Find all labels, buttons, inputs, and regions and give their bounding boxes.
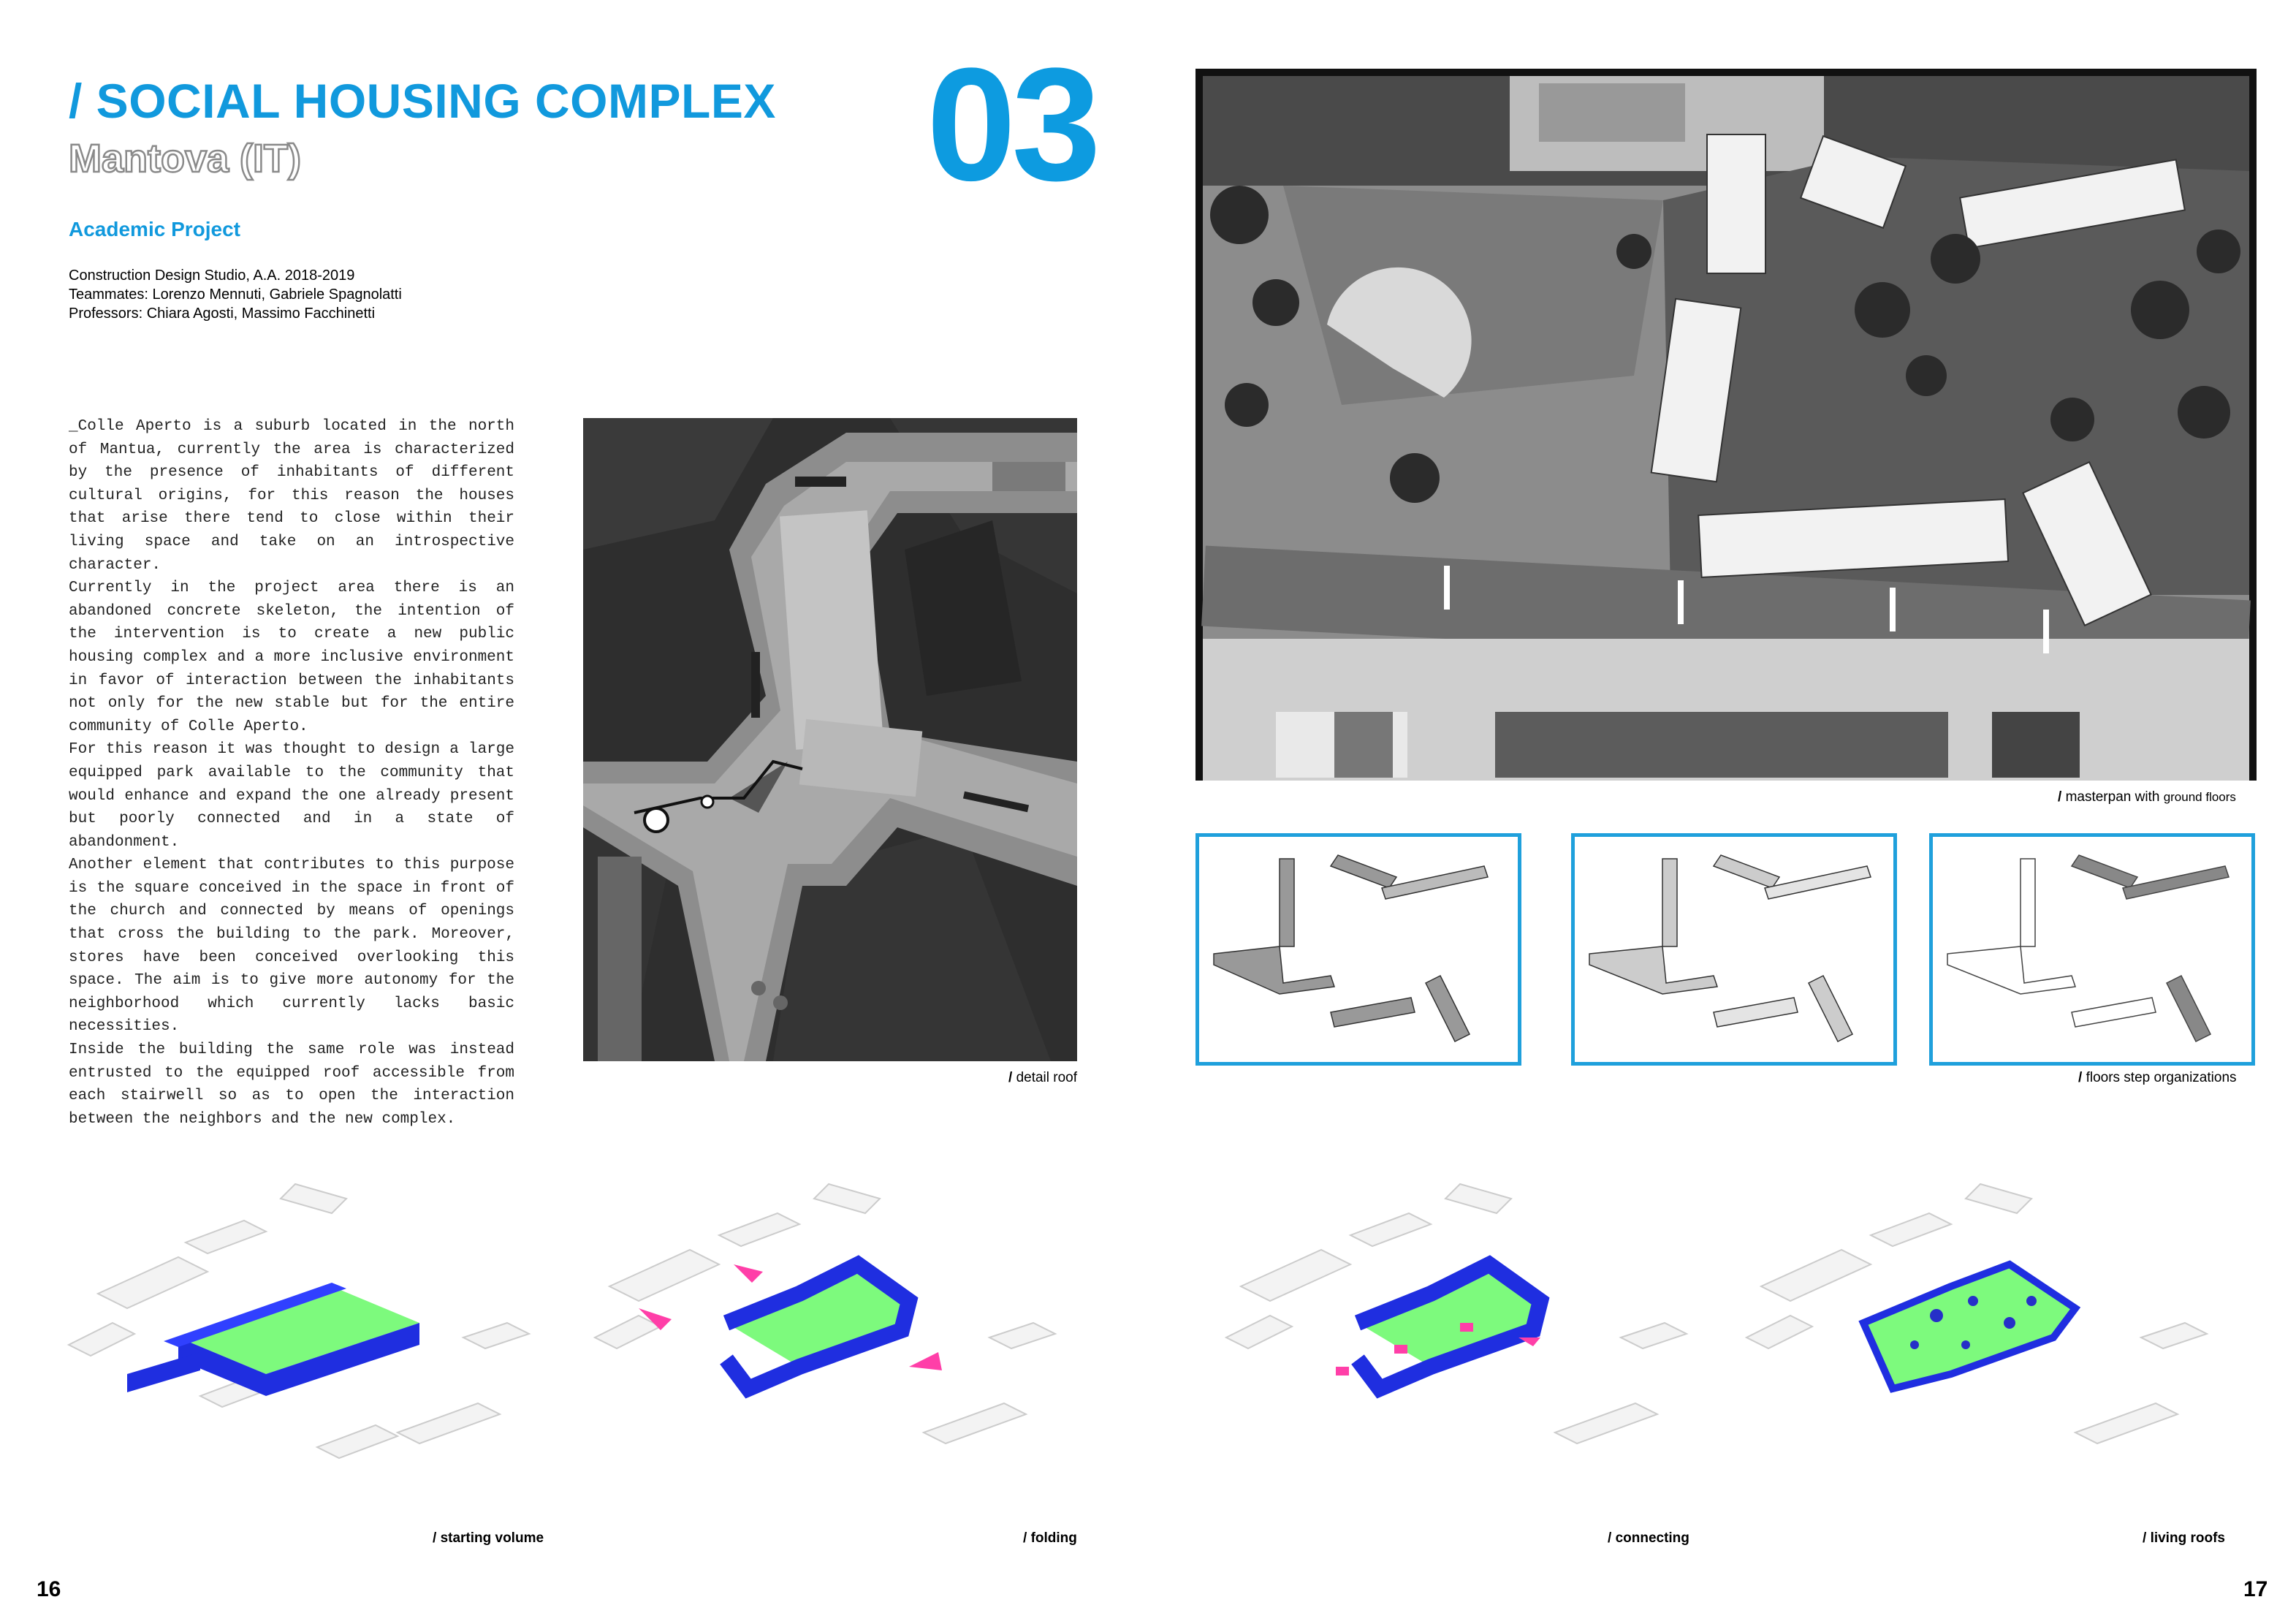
description-paragraph: Inside the building the same role was instead entrusted to the equipped roof accessible from each stairwell so as to open the interaction between the neighbors and the new complex. bbox=[69, 1041, 514, 1128]
caption-folding: / folding bbox=[1023, 1530, 1077, 1546]
diagram-living-roofs bbox=[1732, 1155, 2243, 1484]
caption-starting-volume: / starting volume bbox=[433, 1530, 544, 1546]
detail-roof-image bbox=[583, 418, 1077, 1061]
credit-professors: Professors: Chiara Agosti, Massimo Facchinetti bbox=[69, 306, 376, 322]
floor-plan-ground bbox=[1199, 837, 1518, 1062]
page-number-left: 16 bbox=[37, 1577, 61, 1601]
floor-plan-first bbox=[1575, 837, 1893, 1062]
location-subtitle: Mantova (IT) bbox=[69, 137, 301, 181]
description-paragraph: _Colle Aperto is a suburb located in the north of Mantua, currently the area is characterized by the presence of inhabitants of different cultural origins, for this reason the houses that arise there tend to close within their living space and take on an introspective character. bbox=[69, 418, 514, 574]
floor-plan-frame-3 bbox=[1929, 833, 2255, 1066]
project-number: 03 bbox=[927, 34, 1097, 214]
credit-course: Construction Design Studio, A.A. 2018-2019 bbox=[69, 267, 355, 284]
caption-detail-roof: / detail roof bbox=[1008, 1070, 1078, 1085]
diagram-starting-volume bbox=[54, 1155, 566, 1484]
diagram-folding bbox=[580, 1155, 1092, 1484]
project-type: Academic Project bbox=[69, 218, 240, 240]
floor-plan-frame-1 bbox=[1195, 833, 1521, 1066]
masterplan-image bbox=[1195, 69, 2257, 781]
floor-plan-upper bbox=[1933, 837, 2251, 1062]
caption-living-roofs: / living roofs bbox=[2143, 1530, 2225, 1546]
description-paragraph: Currently in the project area there is an abandoned concrete skeleton, the intention of the intervention is to create a new public housing complex and a more inclusive environment in favor of interaction between the inhabitants not only for the new stable but for the entire community of Colle Aperto. bbox=[69, 580, 514, 735]
caption-masterplan: / masterpan with ground floors bbox=[2058, 789, 2236, 805]
credits-block bbox=[69, 266, 402, 323]
diagram-connecting bbox=[1212, 1155, 1723, 1484]
page-number-right: 17 bbox=[2243, 1577, 2268, 1601]
credit-teammates: Teammates: Lorenzo Mennuti, Gabriele Spagnolatti bbox=[69, 287, 402, 303]
description-paragraph: For this reason it was thought to design a large equipped park available to the community that would enhance and expand the one already present but poorly connected and in a state of abandonment. bbox=[69, 741, 514, 851]
floor-plan-frame-2 bbox=[1571, 833, 1897, 1066]
project-description bbox=[69, 415, 514, 1131]
caption-floors: / floors step organizations bbox=[2078, 1070, 2237, 1085]
caption-connecting: / connecting bbox=[1608, 1530, 1689, 1546]
page-title: / SOCIAL HOUSING COMPLEX bbox=[69, 74, 776, 128]
description-paragraph: Another element that contributes to this purpose is the square conceived in the space in front of the church and connected by means of openings that cross the building to the park. Moreover, stores have been conceived overlooking this space. The aim is to give more autonomy for the neighborhood which currently lacks basic necessities. bbox=[69, 857, 514, 1036]
